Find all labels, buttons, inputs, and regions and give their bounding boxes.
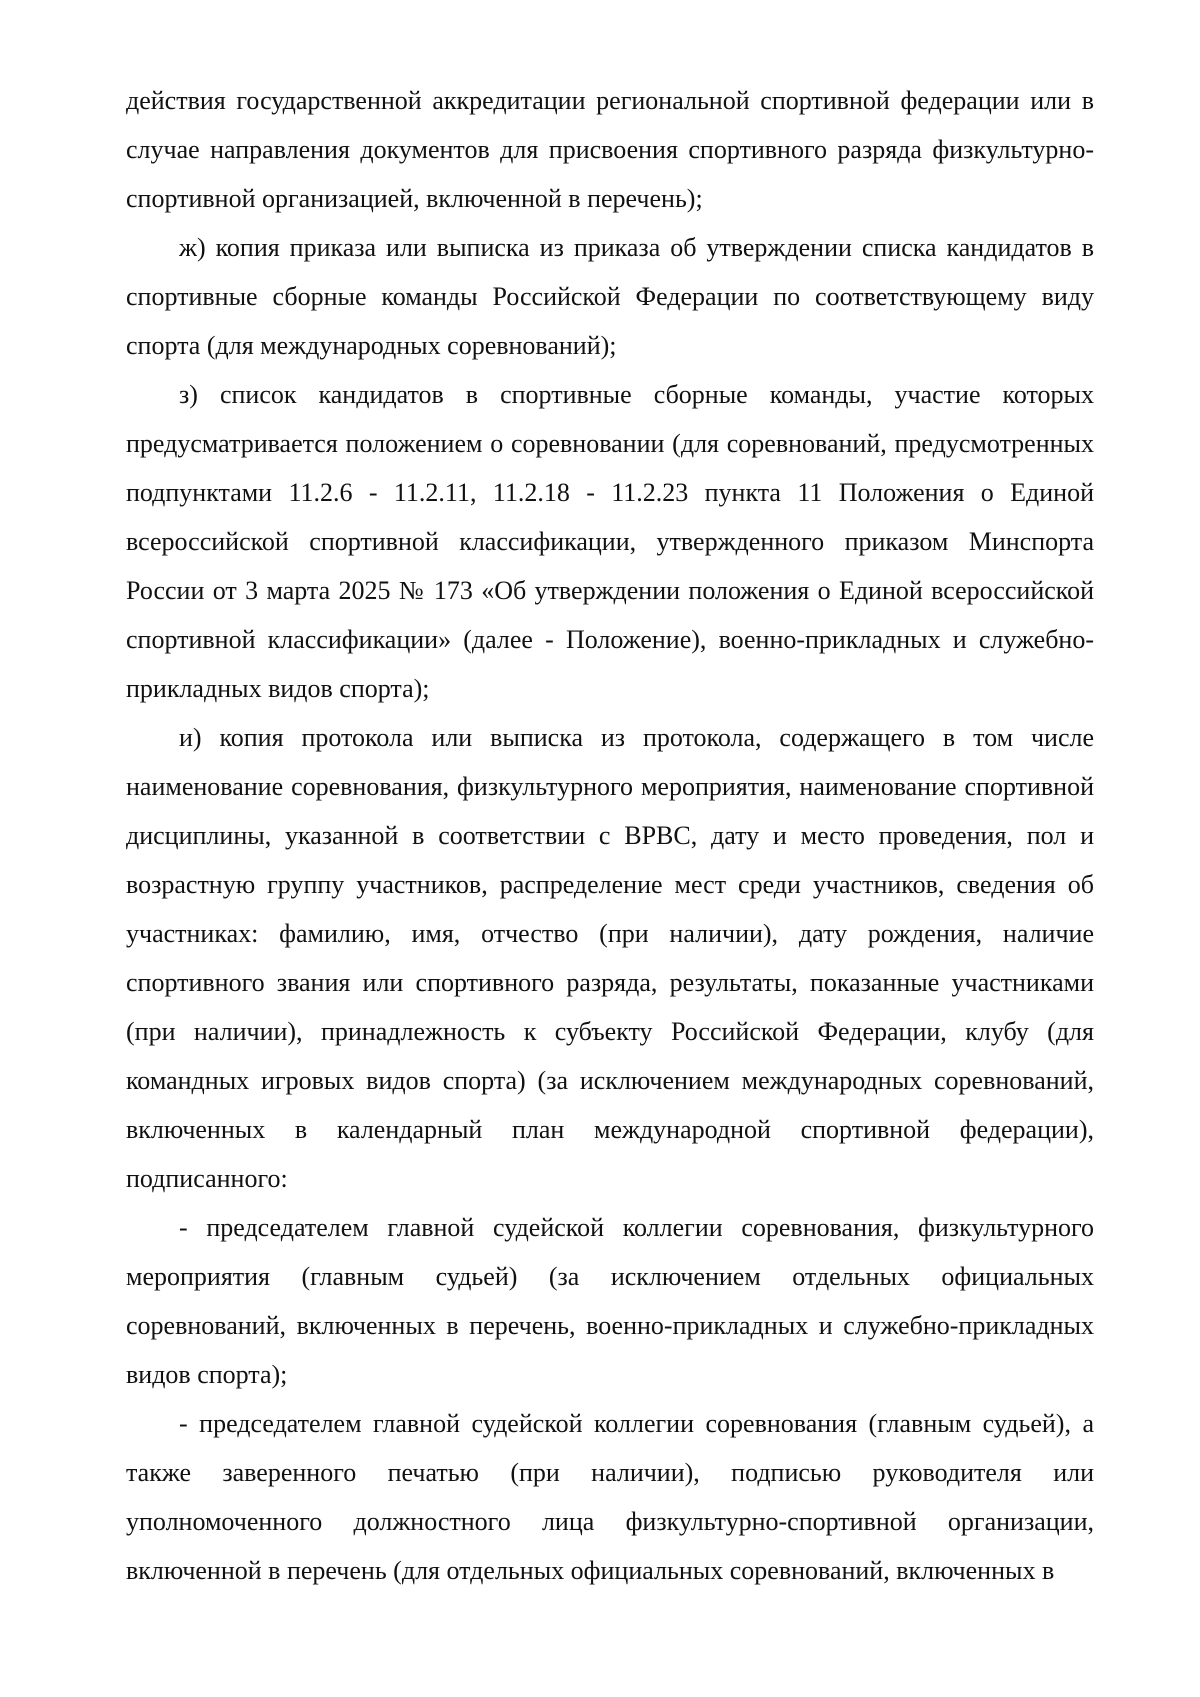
paragraph-signed-by-chief-judge-and-seal: - председателем главной судейской коллегии соревнования (главным судьей), а также заверенного печатью (при наличии), подписью руководителя или уполномоченного должностного лица физкультурно-спортивной организации, включенной в перечень (для отдельных официальных соревнований, включенных в: [126, 1409, 1094, 1585]
paragraph-item-z: з) список кандидатов в спортивные сборные команды, участие которых предусматривается положением о соревновании (для соревнований, предусмотренных подпунктами 11.2.6 - 11.2.11, 11.2.18 - 11.2.23 пункта 11 Положения о Единой всероссийской спортивной классификации, утвержденного приказом Минспорта России от 3 марта 2025 № 173 «Об утверждении положения о Единой всероссийской спортивной классификации» (далее - Положение), военно-прикладных и служебно-прикладных видов спорта);: [126, 380, 1094, 703]
paragraph-item-zh: ж) копия приказа или выписка из приказа об утверждении списка кандидатов в спортивные сборные команды Российской Федерации по соответствующему виду спорта (для международных соревнований);: [126, 233, 1094, 360]
paragraph-item-i: и) копия протокола или выписка из протокола, содержащего в том числе наименование соревнования, физкультурного мероприятия, наименование спортивной дисциплины, указанной в соответствии с ВРВС, дату и место проведения, пол и возрастную группу участников, распределение мест среди участников, сведения об участниках: фамилию, имя, отчество (при наличии), дату рождения, наличие спортивного звания или спортивного разряда, результаты, показанные участниками (при наличии), принадлежность к субъекту Российской Федерации, клубу (для командных игровых видов спорта) (за исключением международных соревнований, включенных в календарный план международной спортивной федерации), подписанного:: [126, 723, 1094, 1193]
paragraph-signed-by-chief-judge: - председателем главной судейской коллегии соревнования, физкультурного мероприятия (главным судьей) (за исключением отдельных официальных соревнований, включенных в перечень, военно-прикладных и служебно-прикладных видов спорта);: [126, 1213, 1094, 1389]
paragraph-accreditation-continuation: действия государственной аккредитации региональной спортивной федерации или в случае направления документов для присвоения спортивного разряда физкультурно-спортивной организацией, включенной в перечень);: [126, 86, 1094, 213]
